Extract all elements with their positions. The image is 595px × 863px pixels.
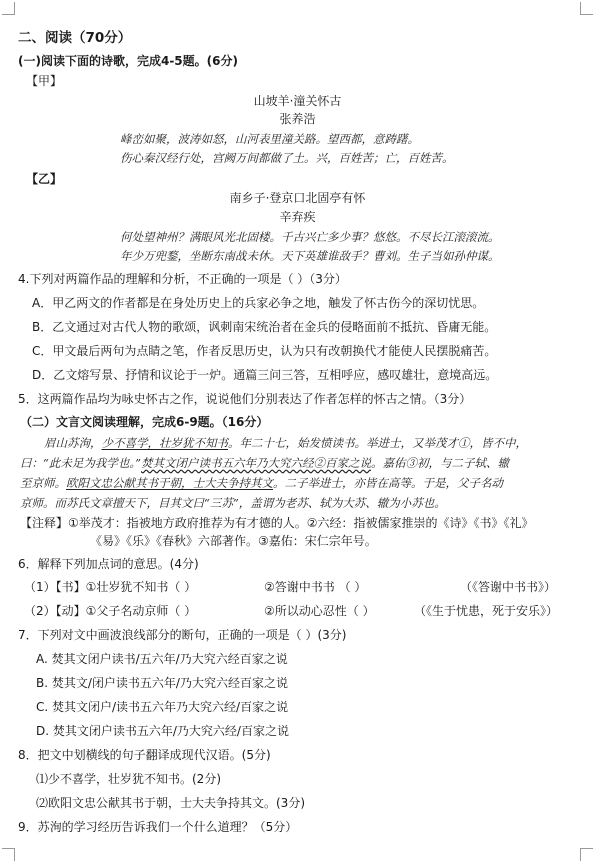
q4-option-d: D．乙文熔写景、抒情和议论于一炉。通篇三问三答，互相呼应，感叹雄壮，意境高远。 [32,368,498,382]
passage-1a: 眉山苏洵， [44,436,102,450]
crop-mark-top-right [580,2,593,15]
poem-a-tag: 【甲】 [26,74,63,88]
poem-a-line-2: 伤心秦汉经行处，宫阙万间都做了土。兴，百姓苦；亡，百姓苦。 [120,151,454,165]
q7-option-d: D. 焚其文闭户读书五六年/乃大究六经/百家之说 [36,724,289,738]
poem-a-line-1: 峰峦如聚，波涛如怒，山河表里潼关路。望西都，意踌躇。 [120,132,419,146]
crop-mark-bottom-right [580,848,593,861]
q6-stem: 6．解释下列加点词的意思。(4分) [18,557,199,571]
q9-stem: 9．苏洵的学习经历告诉我们一个什么道理？（5分） [18,820,298,834]
q8-item-1: ⑴少不喜学，壮岁犹不知书。(2分) [36,772,221,786]
q8-stem: 8．把文中划横线的句子翻译成现代汉语。(5分) [18,748,271,762]
poem-b-line-1: 何处望神州？满眼风光北固楼。千古兴亡多少事？悠悠。不尽长江滚滚流。 [120,230,500,244]
section-title: 二、阅读（70分） [18,30,132,46]
passage-1-underlined: 少不喜学，壮岁犹不知书 [101,436,228,450]
notes-line-2: 《易》《乐》《春秋》六部著作。③嘉佑：宋仁宗年号。 [90,534,377,548]
passage-2a: 曰：“此未足为我学也。” [20,456,142,470]
passage-2c: 。嘉佑③初，与二子轼、辙 [371,456,510,470]
q4-option-c: C．甲文最后两句为点睛之笔，作者反思历史，认为只有改朝换代才能使人民摆脱痛苦。 [32,344,497,358]
poem-b-title: 南乡子·登京口北固亭有怀 [229,191,366,205]
q7-stem: 7．下列对文中画波浪线部分的断句，正确的一项是（ ）(3分) [18,628,347,642]
q6-row1-source: （《答谢中书书》） [460,580,557,594]
q4-option-a: A．甲乙两文的作者都是在身处历史上的兵家必争之地，触发了怀古伤今的深切忧思。 [32,296,485,310]
q6-row2-second: ②所以动心忍性（ ） [264,604,375,618]
passage-2-wavy: 焚其文闭户读书五六年乃大究六经②百家之说 [141,456,372,470]
passage-3c: 。二子举进士，亦皆在高等。于是，父子名动 [273,476,503,490]
passage-3-underlined: 欧阳文忠公献其书于朝，士大夫争持其文 [66,476,273,490]
poem-b-line-2: 年少万兜鍪，坐断东南战未休。天下英雄谁敌手？曹刘。生子当如孙仲谋。 [120,249,500,263]
passage-line-3 [20,475,503,491]
q7-option-a: A. 焚其文闭户读书/五六年/乃大究六经百家之说 [36,652,288,666]
q5-stem: 5．这两篇作品均为咏史怀古之作，说说他们分别表达了作者怎样的怀古之情。（3分） [18,392,472,406]
poem-b-author: 辛弃疾 [279,210,316,224]
passage-line-2 [20,455,509,471]
q8-item-2: ⑵欧阳文忠公献其书于朝，士大夫争持其文。(3分) [36,796,305,810]
q4-option-b: B．乙文通过对古代人物的歌颂，讽刺南宋统治者在金兵的侵略面前不抵抗、昏庸无能。 [32,320,497,334]
poem-a-title: 山坡羊·潼关怀古 [253,94,342,108]
passage-1c: 。年二十七，始发愤读书。举进士，又举茂才①，皆不中， [228,436,527,450]
passage-line-1 [44,435,527,451]
poem-b-tag: 【乙】 [26,172,63,186]
notes-line-1: 【注释】①举茂才：指被地方政府推荐为有才德的人。②六经：指被儒家推崇的《诗》《书》《礼》 [20,516,534,530]
q6-row2-label: （2）【动】①父子名动京师（ ） [24,604,197,618]
part1-header: (一)阅读下面的诗歌，完成4-5题。(6分) [18,54,238,68]
crop-mark-bottom-left [2,848,15,861]
crop-mark-top-left [2,2,15,15]
passage-line-4: 京师。而苏氏文章擅天下，目其文曰“三苏”，盖谓为老苏、轼为大苏、辙为小苏也。 [20,496,446,510]
passage-3a: 至京师。 [20,476,66,490]
part2-header: （二）文言文阅读理解，完成6-9题。（16分） [20,415,269,429]
poem-a-author: 张养浩 [279,112,316,126]
q7-option-c: C. 焚其文闭户/读书五六年乃大究六经/百家之说 [36,700,289,714]
q7-option-b: B. 焚其文/闭户读书五六年/乃大究六经百家之说 [36,676,288,690]
q4-stem: 4.下列对两篇作品的理解和分析，不正确的一项是（ ）（3分） [18,272,347,286]
q6-row1-label: （1）【书】①壮岁犹不知书（ ） [24,580,197,594]
q6-row1-second: ②答谢中书书 （ ） [264,580,367,594]
q6-row2-source: （《生于忧患，死于安乐》） [414,604,559,618]
